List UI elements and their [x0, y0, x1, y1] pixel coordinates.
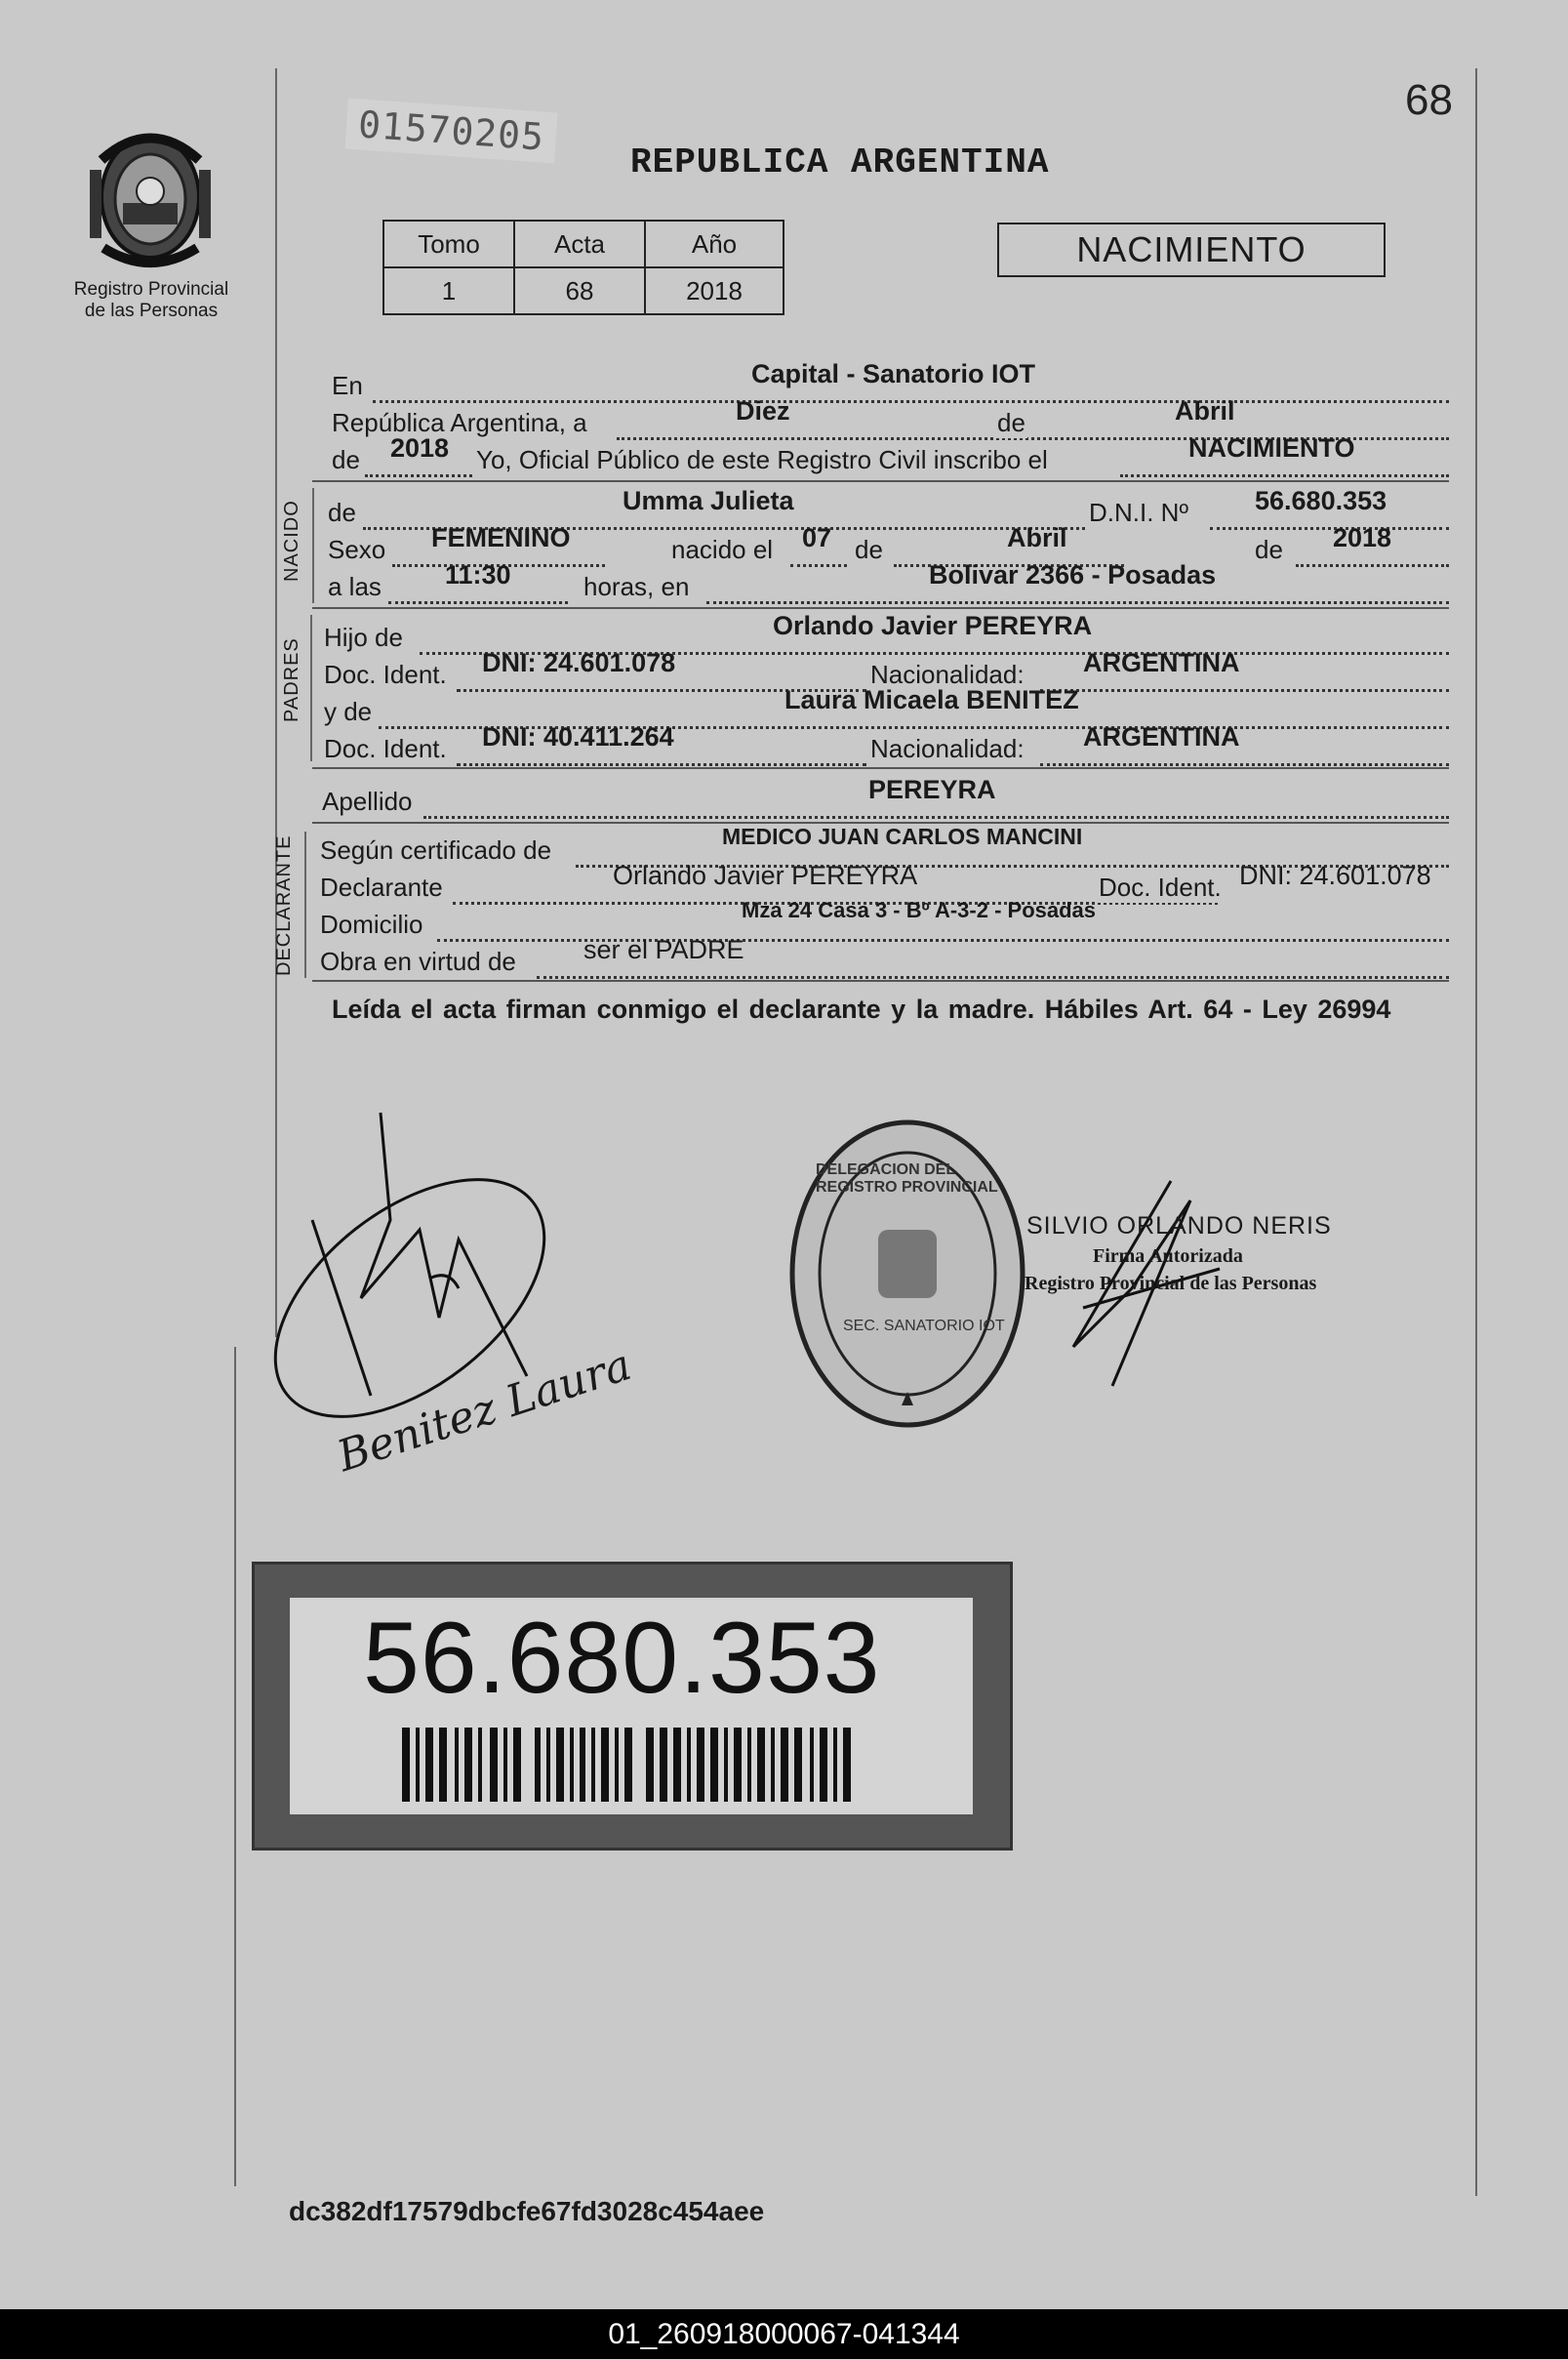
closing-statement: Leída el acta firman conmigo el declarante y la madre. Hábiles Art. 64 - Ley 26994 [332, 995, 1391, 1024]
padres-line-4 [324, 722, 1449, 767]
official-name: SILVIO ORLANDO NERIS [1026, 1212, 1332, 1240]
type-value: NACIMIENTO [1188, 433, 1355, 463]
alas-label: a las [328, 572, 382, 601]
record-type-box: NACIMIENTO [997, 223, 1386, 277]
registry-value-row [383, 267, 784, 314]
sexo-label: Sexo [328, 535, 386, 564]
de-label: de [997, 408, 1025, 437]
child-name: Umma Julieta [623, 486, 794, 515]
decl-doc-value: DNI: 24.601.078 [1239, 861, 1431, 890]
apellido-label: Apellido [322, 787, 413, 816]
signature-scribble-icon [215, 1103, 703, 1562]
decl-value: Orlando Javier PEREYRA [613, 861, 918, 890]
obra-label: Obra en virtud de [320, 947, 516, 976]
misiones-seal-icon [82, 121, 219, 277]
mother-doc: DNI: 40.411.264 [482, 722, 674, 752]
father-doc: DNI: 24.601.078 [482, 648, 676, 677]
birth-year: 2018 [1333, 523, 1392, 552]
nacido-line-3 [328, 560, 1449, 605]
de2-label: de [332, 445, 360, 474]
serial-stamp: 01570205 [344, 99, 557, 164]
en-label: En [332, 371, 363, 400]
mother-name: Laura Micaela BENITEZ [784, 685, 1079, 714]
father-nat-label: Nacionalidad: [870, 660, 1025, 689]
section-declarante: DECLARANTE [273, 834, 295, 976]
document-title: REPUBLICA ARGENTINA [630, 142, 1050, 183]
intro-line-3 [332, 433, 1449, 478]
nacido-label: nacido el [671, 535, 774, 564]
barcode [402, 1728, 851, 1807]
registry-table [382, 220, 784, 315]
official-title: Firma Autorizada [1093, 1245, 1243, 1267]
footer-code: 01_260918000067-041344 [0, 2309, 1568, 2359]
birth-time: 11:30 [445, 560, 511, 590]
value-acta: 68 [514, 267, 645, 314]
declarante-line-4 [320, 935, 1449, 980]
seal-ring-text: DELEGACION DEL REGISTRO PROVINCIAL [816, 1161, 998, 1196]
republica-label: República Argentina, a [332, 408, 587, 437]
mother-nat: ARGENTINA [1083, 722, 1240, 752]
logo-caption-line1: Registro Provincial [73, 279, 229, 300]
day-value: Diez [736, 396, 790, 426]
de-label: de [328, 498, 356, 527]
declarante-line-3 [320, 898, 1449, 943]
official-org: Registro Provincial de las Personas [1025, 1273, 1317, 1294]
intro-line-1 [332, 359, 1449, 404]
de-label-2: de [855, 535, 883, 564]
month-value: Abril [1175, 396, 1235, 426]
obra-value: ser el PADRE [583, 935, 744, 964]
child-dni: 56.680.353 [1255, 486, 1387, 515]
dom-value: Mza 24 Casa 3 - Bº A-3-2 - Posadas [742, 898, 1097, 922]
dni-label: D.N.I. Nº [1089, 498, 1188, 527]
registry-header-row [383, 221, 784, 267]
hijo-label: Hijo de [324, 623, 403, 652]
birth-day: 07 [802, 523, 832, 552]
right-margin-line [1475, 68, 1477, 2196]
header-tomo: Tomo [383, 221, 514, 267]
header-acta: Acta [514, 221, 645, 267]
logo-caption [59, 279, 244, 322]
value-anio: 2018 [645, 267, 784, 314]
birth-month: Abril [1007, 523, 1067, 552]
dom-label: Domicilio [320, 910, 423, 939]
place-value: Capital - Sanatorio IOT [751, 359, 1036, 388]
provincial-logo [82, 121, 219, 282]
dni-number: 56.680.353 [363, 1602, 881, 1715]
father-doc-label: Doc. Ident. [324, 660, 447, 689]
value-tomo: 1 [383, 267, 514, 314]
barcode-icon [402, 1728, 851, 1802]
handwritten-signature [215, 1103, 703, 1566]
apellido-line [322, 775, 1449, 820]
sexo-value: FEMENINO [431, 523, 571, 552]
horas-label: horas, en [583, 572, 690, 601]
seal-inner-text: SEC. SANATORIO IOT [843, 1318, 1005, 1334]
de-label-3: de [1255, 535, 1283, 564]
decl-doc-label: Doc. Ident. [1099, 873, 1222, 902]
yde-label: y de [324, 697, 373, 726]
mother-doc-label: Doc. Ident. [324, 734, 447, 763]
apellido-value: PEREYRA [868, 775, 996, 804]
yo-label: Yo, Oficial Público de este Registro Civil inscribo el [476, 445, 1048, 474]
logo-caption-line2: de las Personas [84, 301, 219, 321]
page-number: 68 [1405, 76, 1453, 124]
decl-label: Declarante [320, 873, 443, 902]
section-nacido: NACIDO [281, 500, 302, 582]
handwritten-mother-name: Benitez Laura [331, 1339, 637, 1483]
header-anio: Año [645, 221, 784, 267]
mother-nat-label: Nacionalidad: [870, 734, 1025, 763]
birth-place: Bolivar 2366 - Posadas [929, 560, 1217, 590]
section-padres: PADRES [281, 637, 302, 722]
father-name: Orlando Javier PEREYRA [773, 611, 1093, 640]
year-value: 2018 [390, 433, 450, 463]
document-hash: dc382df17579dbcfe67fd3028c454aee [289, 2196, 765, 2226]
father-nat: ARGENTINA [1083, 648, 1240, 677]
cert-label: Según certificado de [320, 835, 552, 865]
cert-value: MEDICO JUAN CARLOS MANCINI [722, 824, 1083, 849]
